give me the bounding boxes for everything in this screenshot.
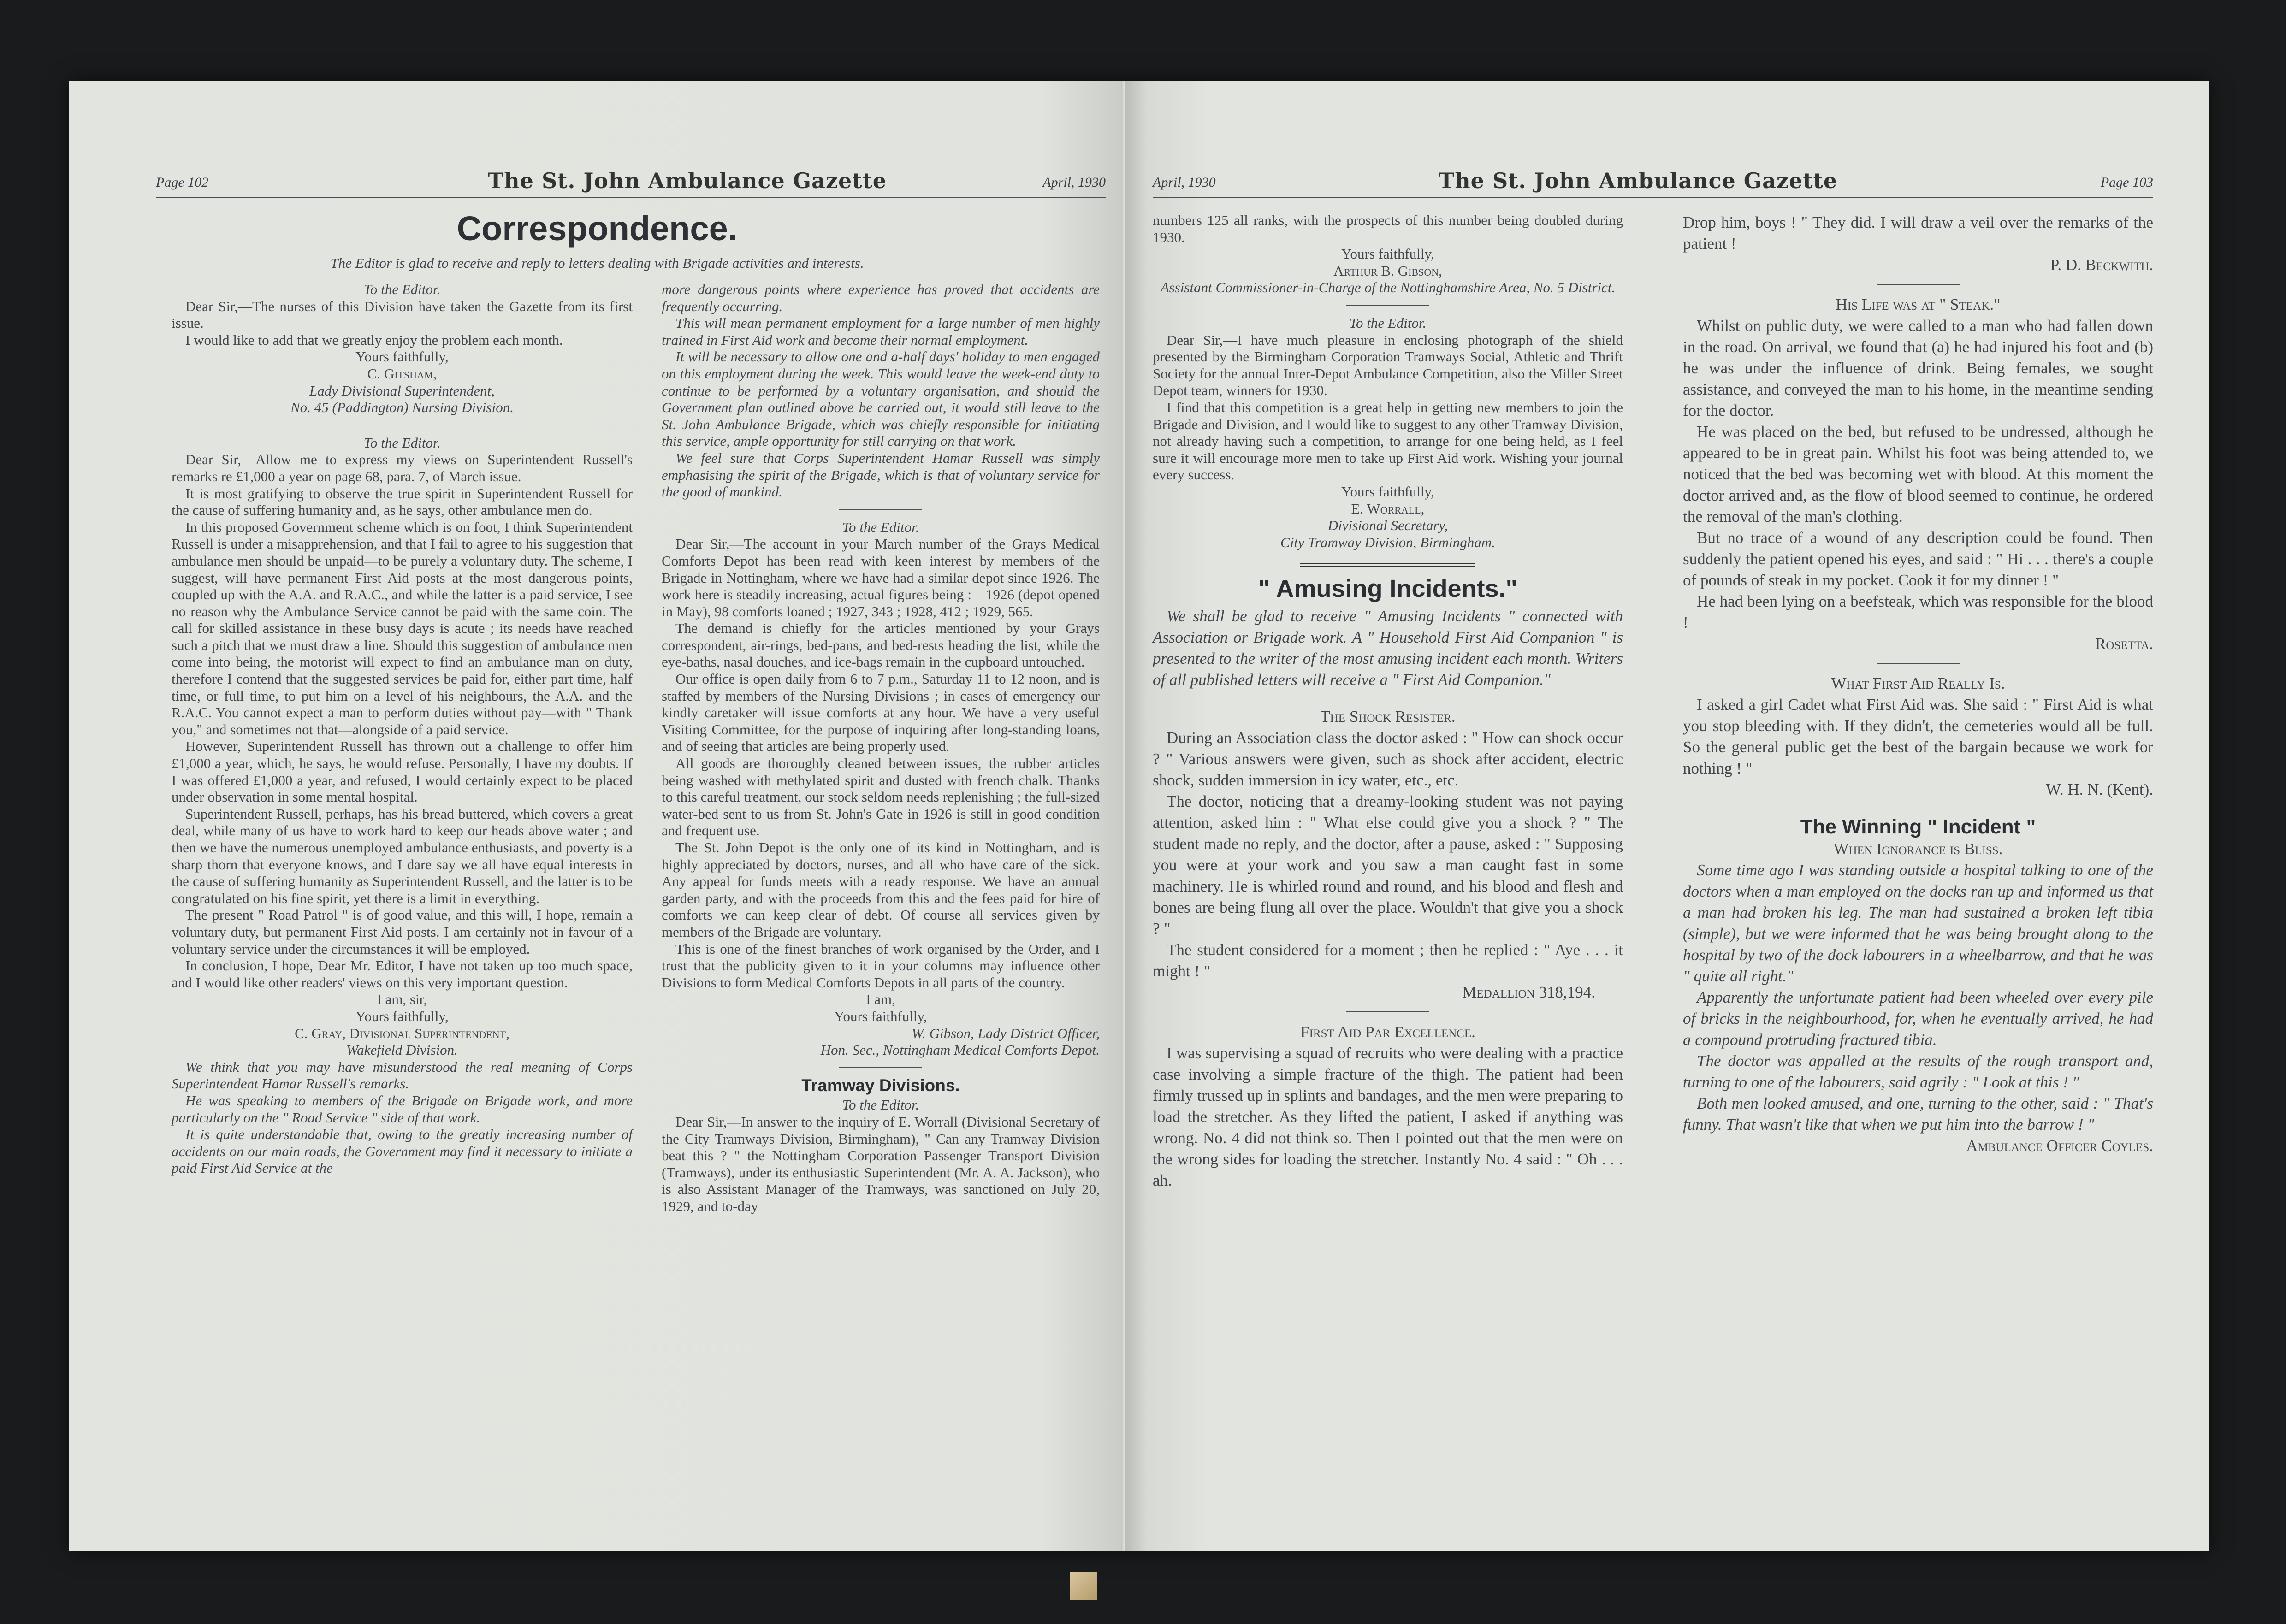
binding-mark (1070, 1572, 1097, 1600)
signature-division: Wakefield Division. (346, 1042, 458, 1058)
magazine-spread (69, 81, 2209, 1551)
tramway-heading: Tramway Divisions. (801, 1075, 960, 1095)
incident-author: Medallion 318,194. (1462, 983, 1595, 1001)
signoff: Yours faithfully, (355, 348, 449, 365)
editor-reply: It will be necessary to allow one and a-half days' holiday to men engaged on this employment during the week. This would leave the week-end duty to continue to be performed by a voluntary organisation, and should the Government plan outlined above be carried out, it would still leave to the St. John Ambulance Brigade, which was chiefly responsible for initiating this service, ample opportunity for still carrying on that work. (662, 348, 1100, 449)
signoff: Yours faithfully, (834, 1008, 927, 1024)
divider (1877, 284, 1960, 285)
paragraph: During an Association class the doctor asked : " How can shock occur ? " Various answers were given, such as shock after accident, electric shock, sudden immersion in icy water, etc., etc. (1153, 728, 1623, 789)
divider (1346, 305, 1429, 306)
signature-title: Hon. Sec., Nottingham Medical Comforts Depot. (820, 1042, 1100, 1058)
incident-title: His Life was at " Steak." (1836, 295, 2001, 313)
paragraph: Apparently the unfortunate patient had been wheeled over every pile of bricks in the neighbourhood, for, when he eventually arrived, he had a compound protruding fractured tibia. (1683, 988, 2153, 1049)
signature: C. Gitsham, (367, 365, 437, 382)
paragraph: The demand is chiefly for the articles mentioned by your Grays correspondent, air-rings, bed-pans, and bed-rests heading the list, while the eye-baths, nasal douches, and ice-bags remain in the cupboard untouched. (662, 620, 1100, 670)
amusing-incidents-heading: " Amusing Incidents." (1258, 575, 1518, 603)
paragraph: Whilst on public duty, we were called to a man who had fallen down in the road. On arrival, we found that (a) he had injured his foot and (b) he was under the influence of drink. Being females, we sought assistance, and conveyed the man to his home, in the meantime sending for the doctor. (1683, 317, 2153, 419)
divider (839, 1067, 922, 1068)
signoff: I am, sir, (377, 991, 427, 1008)
paragraph: Superintendent Russell, perhaps, has his bread buttered, which covers a great deal, while many of us have to work hard to keep our heads above water ; and then we have the numerous unemployed ambulance enthusiasts, and poverty is a sharp thorn that everyone knows, and I dare say we all have equal interests in the cause of suffering humanity as Superintendent Russell, and the latter is to be congratulated on his fine spirit, yet there is a limit in everything. (172, 805, 633, 906)
paragraph: numbers 125 all ranks, with the prospects of this number being doubled during 1930. (1153, 212, 1623, 245)
paragraph: The student considered for a moment ; then he replied : " Aye . . . it might ! " (1153, 940, 1623, 980)
issue-date: April, 1930 (1042, 175, 1106, 190)
signoff: Yours faithfully, (1341, 483, 1434, 500)
left-page (69, 81, 1125, 1551)
incident-title: What First Aid Really Is. (1831, 674, 2005, 692)
incident-author: Rosetta. (2095, 635, 2153, 653)
paragraph: I find that this competition is a great help in getting new members to join the Brigade and Division, and I would like to suggest to any other Tramway Division, not already having such a competition, to arrange for one being held, as I feel sure it will encourage more men to take up First Aid work. Wishing your journal every success. (1153, 399, 1623, 483)
paragraph: I asked a girl Cadet what First Aid was. She said : " First Aid is what you stop bleeding with. If they didn't, the cemeteries would all be full. So the general public get the best of the bargain because we work for nothing ! " (1683, 696, 2153, 777)
paragraph: It is most gratifying to observe the true spirit in Superintendent Russell for the cause of suffering humanity and, as he says, other ambulance men do. (172, 485, 633, 519)
signature: W. Gibson, Lady District Officer, (912, 1025, 1100, 1041)
paragraph: The present " Road Patrol " is of good value, and this will, I hope, remain a voluntary duty, but permanent First Aid posts. I am certainly not in favour of a voluntary service under the circumstances it will be employed. (172, 907, 633, 957)
signoff: Yours faithfully, (1341, 246, 1434, 262)
double-divider (1300, 563, 1475, 567)
letter-heading: To the Editor. (1349, 314, 1427, 331)
masthead: The St. John Ambulance Gazette (488, 168, 887, 193)
editor-reply: It is quite understandable that, owing to the greatly increasing number of accidents on our main roads, the Government may find it necessary to initiate a paid First Aid Service at the (172, 1126, 633, 1176)
incident-author: Ambulance Officer Coyles. (1966, 1136, 2153, 1155)
letter-heading: To the Editor. (363, 434, 441, 451)
incident-title: The Shock Resister. (1320, 707, 1456, 726)
right-header (1153, 168, 2153, 196)
paragraph: Dear Sir,—The account in your March number of the Grays Medical Comforts Depot has been read with keen interest by members of the Brigade in Nottingham, where we have had a similar depot since 1926. The work here is steadily increasing, actual figures being :—1926 (depot opened in May), 98 comforts loaned ; 1927, 343 ; 1928, 412 ; 1929, 565. (662, 536, 1100, 620)
paragraph: In conclusion, I hope, Dear Mr. Editor, I have not taken up too much space, and I would like other readers' views on this very important question. (172, 957, 633, 991)
column-4 (1683, 212, 2153, 1157)
incident-title: First Aid Par Excellence. (1300, 1022, 1475, 1041)
divider (1346, 1011, 1429, 1012)
paragraph: The doctor, noticing that a dreamy-looking student was not paying attention, asked him : " What else could give you a shock ? " The student made no reply, and the doctor, after a pause, asked : " Supposing you were at your work and you saw a man caught fast in some machinery. He is whirled round and round, and his blood and flesh and bones are being flung all over the place. Wouldn't that give you a shock ? " (1153, 792, 1623, 938)
intro-notice: We shall be glad to receive " Amusing Incidents " connected with Association or Brigade work. A " Household First Aid Companion " is presented to the writer of the most amusing incident each month. Writers of all published letters will receive a " First Aid Companion." (1153, 607, 1623, 689)
paragraph: The doctor was appalled at the results of the rough transport and, turning to one of the labourers, said agrily : " Look at this ! " (1683, 1051, 2153, 1091)
signature: E. Worrall, (1351, 500, 1425, 517)
masthead: The St. John Ambulance Gazette (1439, 168, 1838, 193)
header-rule (156, 197, 1106, 198)
editor-reply: more dangerous points where experience has proved that accidents are frequently occurring. (662, 281, 1100, 314)
paragraph: Drop him, boys ! " They did. I will draw a veil over the remarks of the patient ! (1683, 213, 2153, 253)
paragraph: Dear Sir,—I have much pleasure in enclosing photograph of the shield presented by the Birmingham Corporation Tramways Social, Athletic and Thrift Society for the annual Inter-Depot Ambulance Competition, also the Miller Street Depot team, winners for 1930. (1153, 331, 1623, 399)
paragraph: Some time ago I was standing outside a hospital talking to one of the doctors when a man employed on the docks ran up and informed us that a man had broken his leg. The man had sustained a broken left tibia (simple), but we were informed that he was being brought along to the hospital by two of the dock labourers in a wheelbarrow, and that he was " quite all right." (1683, 861, 2153, 985)
paragraph: I would like to add that we greatly enjoy the problem each month. (185, 331, 563, 348)
paragraph: Dear Sir,—The nurses of this Division have taken the Gazette from its first issue. (172, 298, 633, 331)
paragraph: In this proposed Government scheme which is on foot, I think Superintendent Russell is under a misapprehension, and that I fail to agree to his suggestion that ambulance men should be unpaid—to be purely a voluntary duty. The scheme, I suggest, will have permanent First Aid posts at the most dangerous points, coupled up with the A.A. and R.A.C., and while the latter is a paid service, I see no reason why the Ambulance Service cannot be paid with the same coin. The call for skilled assistance in these busy days is acute ; its needs have reached such a pitch that we must draw a line. Should this suggestion of ambulance men come into being, the motorist will expect to find an ambulance man on duty, therefore I contend that the suggested services be paid for, either part time, half time, or full time, to put him on a level of his neighbours, the A.A. and the R.A.C. You cannot expect a man to perform duties without pay—with " Thank you," and sometimes not that—alongside of a paid service. (172, 519, 633, 738)
signoff: I am, (866, 991, 895, 1008)
paragraph: I was supervising a squad of recruits who were dealing with a practice case involving a simple fracture of the thigh. The patient had been firmly trussed up in splints and bandages, and the men were preparing to load the stretcher. As they lifted the patient, I asked if anything was wrong. No. 4 did not think so. Then I pointed out that the men were on the wrong sides for loading the stretcher. Instantly No. 4 said : " Oh . . . ah. (1153, 1044, 1623, 1189)
paragraph: Dear Sir,—Allow me to express my views on Superintendent Russell's remarks re £1,000 a year on page 68, para. 7, of March issue. (172, 451, 633, 484)
paragraph: Our office is open daily from 6 to 7 p.m., Saturday 11 to 12 noon, and is staffed by members of the Nursing Divisions ; in cases of emergency our kindly caretaker will issue comforts at any hour. We have a very useful Visiting Committee, for the purpose of inquiring after long-standing loans, and of seeing that articles are being properly used. (662, 671, 1100, 755)
column-3 (1153, 212, 1623, 1191)
editor-reply: He was speaking to members of the Brigade on Brigade work, and more particularly on the " Road Service " side of that work. (172, 1092, 633, 1126)
incident-title: When Ignorance is Bliss. (1833, 839, 2003, 858)
paragraph: All goods are thoroughly cleaned between issues, the rubber articles being washed with methylated spirit and dusted with french chalk. Thanks to this careful treatment, our stock seldom needs replenishing ; the full-sized water-bed sent to us from St. John's Gate in 1926 is still in good condition and frequent use. (662, 755, 1100, 839)
section-title: Correspondence. (456, 209, 738, 248)
editor-reply: This will mean permanent employment for a large number of men highly trained in First Aid work and become their normal employment. (662, 315, 1100, 348)
incident-author: P. D. Beckwith. (2050, 256, 2153, 274)
page-number: Page 102 (156, 175, 209, 190)
letter-heading: To the Editor. (842, 1097, 919, 1113)
editor-reply: We feel sure that Corps Superintendent Hamar Russell was simply emphasising the spirit of the Brigade, which is that of voluntary service for the good of mankind. (662, 449, 1100, 500)
signature-division: No. 45 (Paddington) Nursing Division. (290, 399, 514, 416)
paragraph: He had been lying on a beefsteak, which was responsible for the blood ! (1683, 592, 2153, 632)
column-2 (662, 281, 1100, 1215)
page-number: Page 103 (2100, 175, 2153, 190)
winning-incident-heading: The Winning " Incident " (1800, 815, 2036, 838)
section-subtitle: The Editor is glad to receive and reply to letters dealing with Brigade activities and interests. (330, 255, 864, 271)
letter-heading: To the Editor. (842, 519, 919, 535)
editor-reply: We think that you may have misunderstood the real meaning of Corps Superintendent Hamar Russell's remarks. (172, 1058, 633, 1092)
paragraph: But no trace of a wound of any description could be found. Then suddenly the patient opened his eyes, and said : " Hi . . . there's a couple of pounds of steak in my pocket. Cook it for my dinner ! " (1683, 529, 2153, 589)
paragraph: However, Superintendent Russell has thrown out a challenge to offer him £1,000 a year, which, he says, he would refuse. Personally, I have my doubts. If I was offered £1,000 a year, and refused, I would certainly expect to be placed under observation in some mental hospital. (172, 738, 633, 805)
signature-division: City Tramway Division, Birmingham. (1280, 534, 1495, 550)
signature-title: Divisional Secretary, (1327, 517, 1448, 534)
header-rule (1153, 197, 2153, 198)
divider (839, 509, 922, 510)
incident-author: W. H. N. (Kent). (2046, 780, 2153, 798)
divider (1877, 663, 1960, 664)
issue-date: April, 1930 (1153, 175, 1216, 190)
paragraph: This is one of the finest branches of work organised by the Order, and I trust that the publicity given to it in your columns may influence other Divisions to form Medical Comforts Depots in all parts of the country. (662, 940, 1100, 991)
signoff: Yours faithfully, (355, 1008, 449, 1024)
signature-title: Lady Divisional Superintendent, (309, 382, 495, 399)
signature: C. Gray, Divisional Superintendent, (295, 1025, 509, 1041)
paragraph: He was placed on the bed, but refused to be undressed, although he appeared to be in great pain. Whilst his foot was being attended to, we noticed that the bed was becoming wet with blood. At this moment the doctor arrived and, as the flow of blood seemed to continue, he ordered the removal of the man's clothing. (1683, 423, 2153, 526)
paragraph: Dear Sir,—In answer to the inquiry of E. Worrall (Divisional Secretary of the City Tramways Division, Birmingham), " Can any Tramway Division beat this ? " the Nottingham Corporation Passenger Transport Division (Tramways), under its enthusiastic Superintendent (Mr. A. A. Jackson), who is also Assistant Manager of the Tramways, was sanctioned on July 20, 1929, and to-day (662, 1113, 1100, 1214)
letter-heading: To the Editor. (363, 281, 441, 297)
signature-title: Assistant Commissioner-in-Charge of the Nottinghamshire Area, No. 5 District. (1160, 279, 1616, 296)
paragraph: The St. John Depot is the only one of its kind in Nottingham, and is highly appreciated by doctors, nurses, and all who have care of the sick. Any appeal for funds meets with a ready response. We have an annual garden party, and with the proceeds from this and the fees paid for hire of comforts we can keep clear of debt. Of course all services given by members of the Brigade are voluntary. (662, 839, 1100, 940)
left-header (156, 168, 1106, 196)
paragraph: Both men looked amused, and one, turning to the other, said : " That's funny. That wasn't like that when we put him into the barrow ! " (1683, 1094, 2153, 1134)
right-page (1125, 81, 2209, 1551)
signature: Arthur B. Gibson, (1333, 262, 1442, 279)
column-1 (172, 281, 633, 1177)
